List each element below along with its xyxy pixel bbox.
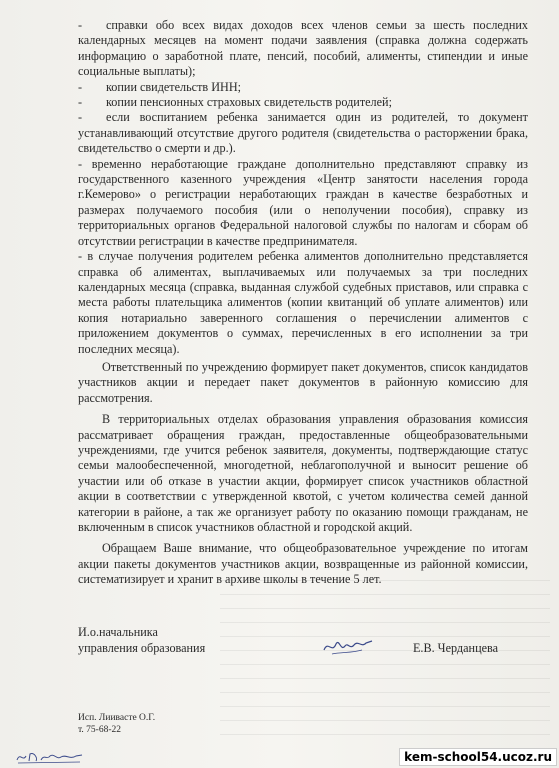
handwritten-note xyxy=(14,748,86,766)
paragraph: Ответственный по учреждению формирует пакет документов, список кандидатов участников акции и передает пакет документов в районную комиссию для рассмотрения. xyxy=(78,359,528,405)
executor-name: Исп. Лииваcте О.Г. xyxy=(78,713,156,723)
list-item: - если воспитанием ребенка занимается один из родителей, то документ устанавливающий отсутствие другого родителя (свидетельства о расторжении брака, свидетельство о смерти и др.). xyxy=(78,110,528,156)
list-item: - временно неработающие граждане дополнительно представляют справку из государственного казенного учреждения «Центр занятости населения города г.Кемерово» о регистрации неработающих граждан в качестве безработных и размерах получаемого пособия (или о неполучении пособия), справку из территориальных органов Федеральной налоговой службы по налогам и сборам об отсутствии регистрации в качестве предпринимателя. xyxy=(78,156,528,248)
paragraph: Обращаем Ваше внимание, что общеобразовательное учреждение по итогам акции пакеты документов участников акции, возвращенные из районной комиссии, систематизирует и хранит в архиве школы в течение 5 лет. xyxy=(78,541,528,587)
show-through-text xyxy=(220,580,550,740)
list-item: - справки обо всех видах доходов всех членов семьи за шесть последних календарных месяцев на момент подачи заявления (справка должна содержать информацию о заработной плате, пенсий, пособий, алименты, стипендии и иные социальные выплаты); xyxy=(78,18,528,79)
paragraph: В территориальных отделах образования управления образования комиссия рассматривает обращения граждан, предоставленные общеобразовательными учреждениями, где учится ребенок заявителя, документы, подтверждающие статус семьи малообеспеченной, многодетной, неблагополучной и выносит решение об участии или об отказе в участии акции, формирует список участников областной акции в соответствии с утвержденной квотой, с учетом количества семей данной категории в районе, а так же организует работу по оказанию помощи гражданам, не включенным в список участников областной и городской акций. xyxy=(78,412,528,534)
list-item: - копии свидетельств ИНН; xyxy=(78,79,242,94)
executor-info xyxy=(78,712,155,736)
signer-title: И.о.начальника xyxy=(78,625,158,639)
document-body xyxy=(78,18,528,588)
list-item: - копии пенсионных страховых свидетельств родителей; xyxy=(78,95,392,110)
signer-name: Е.В. Черданцева xyxy=(412,641,498,655)
list-item: - в случае получения родителем ребенка алиментов дополнительно представляется справка об алиментах, выплачиваемых или получаемых за три последних календарных месяца (справка, выданная службой судебных приставов, или справка с места работы плательщика алиментов (копии квитанций об уплате алиментов) или копия нотариально заверенного соглашения о перечислении алиментов с приложением документов о суммах, перечисленных в его исполнении за три последних месяца). xyxy=(78,249,529,356)
handwritten-signature xyxy=(322,634,374,660)
executor-phone: т. 75-68-22 xyxy=(78,725,122,735)
signature-block xyxy=(78,624,528,656)
site-watermark: kem-school54.ucoz.ru xyxy=(399,748,557,766)
signer-department: управления образования xyxy=(78,641,206,655)
